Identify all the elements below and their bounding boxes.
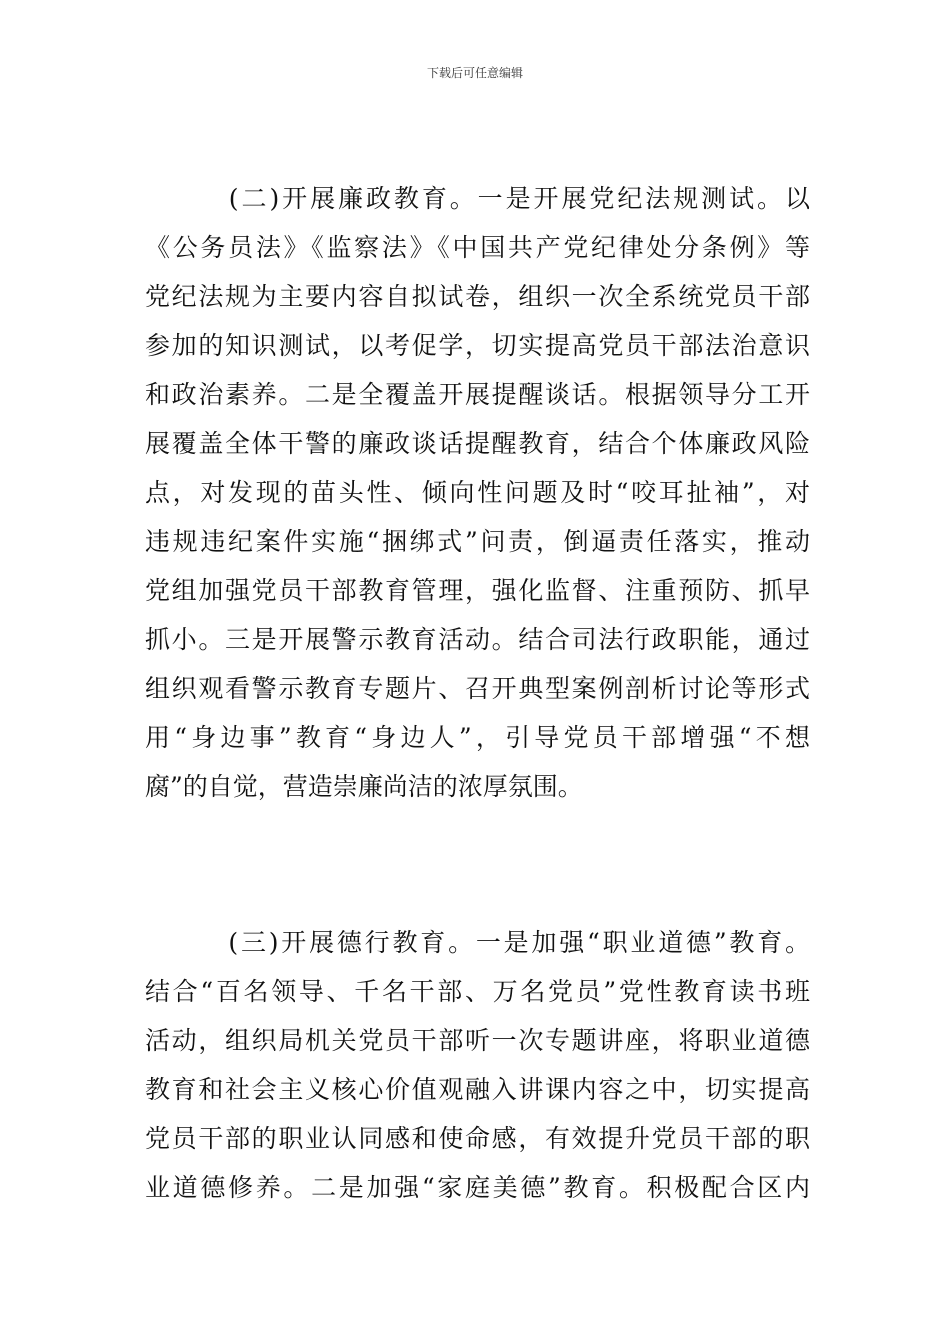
text-line: 和政治素养。二是全覆盖开展提醒谈话。根据领导分工开	[145, 380, 810, 409]
text-line: 业道德修养。二是加强“家庭美德”教育。积极配合区内	[145, 1173, 810, 1202]
text-line: 党员干部的职业认同感和使命感，有效提升党员干部的职	[145, 1124, 810, 1153]
text-line: 结合“百名领导、千名干部、万名党员”党性教育读书班	[145, 977, 810, 1006]
text-line: 抓小。三是开展警示教育活动。结合司法行政职能，通过	[145, 625, 810, 654]
text-line: 活动，组织局机关党员干部听一次专题讲座，将职业道德	[145, 1026, 810, 1055]
text-line: 教育和社会主义核心价值观融入讲课内容之中，切实提高	[145, 1075, 810, 1104]
text-line: 《公务员法》《监察法》《中国共产党纪律处分条例》等	[145, 233, 810, 262]
text-line: 违规违纪案件实施“捆绑式”问责，倒逼责任落实，推动	[145, 527, 810, 556]
text-line: 参加的知识测试，以考促学，切实提高党员干部法治意识	[145, 331, 810, 360]
text-line: 展覆盖全体干警的廉政谈话提醒教育，结合个体廉政风险	[145, 429, 810, 458]
text-line: 腐”的自觉，营造崇廉尚洁的浓厚氛围。	[145, 772, 583, 801]
text-line: (三)开展德行教育。一是加强“职业道德”教育。	[145, 928, 810, 957]
paragraph-section-3	[145, 918, 810, 1212]
text-line: 党纪法规为主要内容自拟试卷，组织一次全系统党员干部	[145, 282, 810, 311]
text-line: 点，对发现的苗头性、倾向性问题及时“咬耳扯袖”，对	[145, 478, 810, 507]
paragraph-section-2	[145, 174, 810, 811]
page-header: 下载后可任意编辑	[426, 66, 523, 80]
text-line: 党组加强党员干部教育管理，强化监督、注重预防、抓早	[145, 576, 810, 605]
text-line: 组织观看警示教育专题片、召开典型案例剖析讨论等形式	[145, 674, 810, 703]
text-line: (二)开展廉政教育。一是开展党纪法规测试。以	[145, 184, 810, 213]
text-line: 用“身边事”教育“身边人”，引导党员干部增强“不想	[145, 723, 810, 752]
